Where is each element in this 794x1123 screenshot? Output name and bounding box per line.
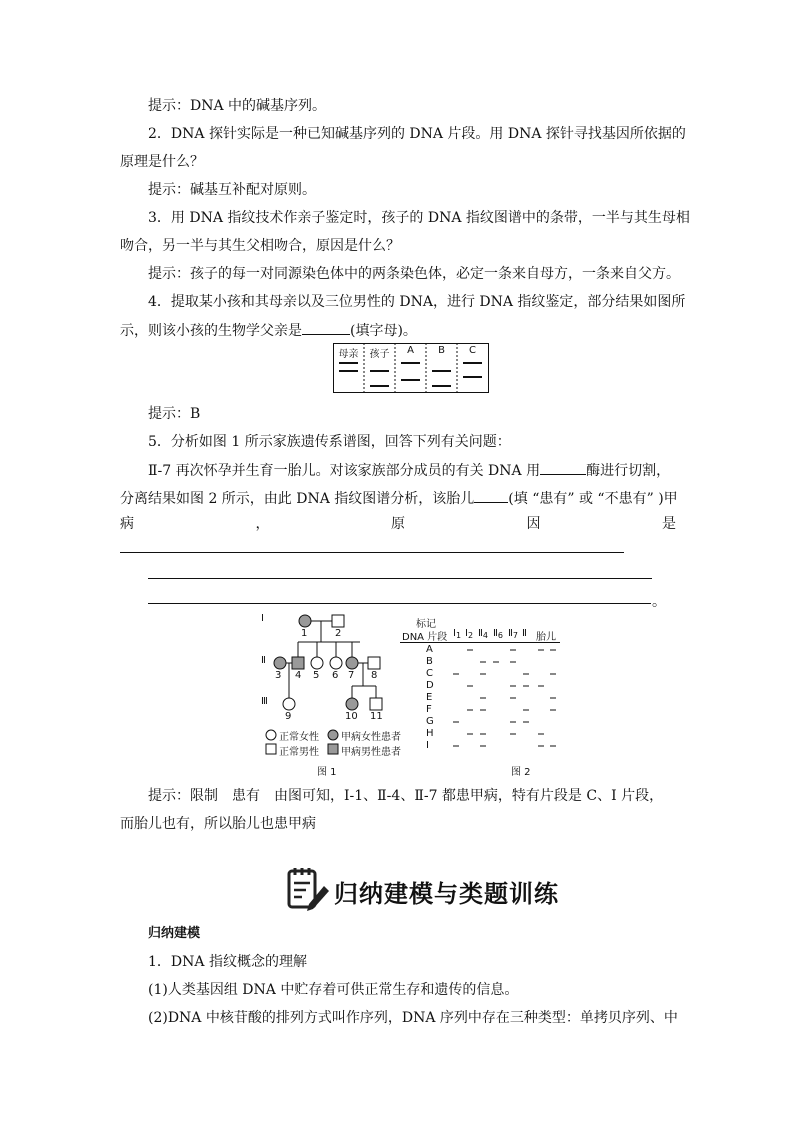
question-4-suffix: (填字母)。 bbox=[350, 323, 417, 339]
fig2-bands bbox=[398, 613, 563, 778]
gen-2-label: Ⅱ bbox=[261, 655, 266, 666]
question-5-text-d: (填 “患有” 或 “不患有” )甲 bbox=[508, 491, 678, 507]
legend-affected-male: 甲病男性患者 bbox=[341, 747, 401, 758]
person-id: 5 bbox=[313, 670, 320, 681]
figure-1-caption: 图 1 bbox=[317, 767, 337, 778]
fig2-row-labels: A B C D E F G H I bbox=[426, 644, 434, 751]
fig2-header: DNA 片段 bbox=[402, 632, 448, 643]
fig2-col-fetus: 胎儿 bbox=[536, 632, 556, 643]
person-id: 2 bbox=[335, 628, 342, 639]
hint-2: 提示：碱基互补配对原则。 bbox=[148, 182, 316, 198]
pedigree-figure bbox=[255, 608, 415, 778]
fig2-col: $Ⅱ_4$ bbox=[478, 628, 489, 640]
subsection-label: 归纳建模 bbox=[148, 926, 201, 941]
hint-5-line-1: 提示：限制 患有 由图可知，Ⅰ-1、Ⅱ-4、Ⅱ-7 都患甲病，特有片段是 C、I 片段， bbox=[148, 788, 664, 804]
dna-fingerprint-figure bbox=[398, 613, 563, 778]
justified-char: 因 bbox=[526, 516, 541, 532]
fig2-col: $Ⅰ_1$ bbox=[453, 628, 462, 640]
justified-char: 原 bbox=[391, 516, 405, 532]
question-5-line-3 bbox=[120, 488, 678, 509]
question-2-line-2: 原理是什么？ bbox=[120, 154, 204, 170]
answer-line-1[interactable] bbox=[120, 552, 624, 553]
fig2-col: Ⅱ bbox=[522, 628, 527, 639]
hint-1: 提示：DNA 中的碱基序列。 bbox=[148, 98, 327, 114]
person-id: 9 bbox=[285, 711, 292, 722]
notepad-pen-icon bbox=[286, 866, 330, 914]
fig2-col: $Ⅰ_2$ bbox=[465, 628, 474, 640]
question-4-text: 示，则该小孩的生物学父亲是 bbox=[120, 323, 302, 339]
period: 。 bbox=[652, 594, 666, 610]
gel-label-a: A bbox=[407, 345, 414, 356]
gen-1-label: Ⅰ bbox=[261, 613, 264, 624]
legend-normal-female: 正常女性 bbox=[279, 732, 319, 743]
gen-3-label: Ⅲ bbox=[261, 696, 268, 707]
answer-line-3[interactable] bbox=[148, 603, 651, 604]
question-5-line-1: 5．分析如图 1 所示家族遗传系谱图，回答下列有关问题： bbox=[148, 434, 511, 450]
person-id: 1 bbox=[301, 628, 308, 639]
fig2-title: 标记 bbox=[416, 619, 436, 630]
person-id: 10 bbox=[345, 711, 358, 722]
person-id: 3 bbox=[275, 670, 282, 681]
figure-2-caption: 图 2 bbox=[511, 767, 531, 778]
gel-label-mother: 母亲 bbox=[338, 349, 359, 360]
gel-figure bbox=[333, 343, 489, 393]
justified-char: ， bbox=[255, 516, 270, 532]
gel-label-b: B bbox=[438, 345, 445, 356]
enzyme-blank[interactable] bbox=[540, 460, 586, 475]
fig2-col: $Ⅱ_7$ bbox=[508, 628, 519, 640]
question-3-line-2: 吻合，另一半与其生父相吻合，原因是什么？ bbox=[120, 238, 400, 254]
question-4-line-2 bbox=[120, 320, 417, 341]
person-id: 8 bbox=[371, 670, 378, 681]
gel-label-child: 孩子 bbox=[369, 349, 390, 360]
concept-1: (1)人类基因组 DNA 中贮存着可供正常生存和遗传的信息。 bbox=[148, 982, 519, 998]
fig2-col: $Ⅱ_6$ bbox=[493, 628, 504, 640]
justified-char: 病 bbox=[120, 516, 134, 532]
question-2-line-1: 2．DNA 探针实际是一种已知碱基序列的 DNA 片段。用 DNA 探针寻找基因所依据的 bbox=[148, 126, 686, 142]
question-5-text-a: Ⅱ-7 再次怀孕并生育一胎儿。对该家族部分成员的有关 DNA 用 bbox=[148, 463, 541, 479]
question-5-text-b: 酶进行切割， bbox=[586, 463, 671, 479]
question-4-line-1: 4．提取某小孩和其母亲以及三位男性的 DNA，进行 DNA 指纹鉴定，部分结果如图所 bbox=[148, 294, 686, 310]
fetus-blank[interactable] bbox=[474, 488, 508, 503]
answer-line-2[interactable] bbox=[148, 578, 652, 579]
justified-char: 是 bbox=[662, 516, 676, 532]
question-3-line-1: 3．用 DNA 指纹技术作亲子鉴定时，孩子的 DNA 指纹图谱中的条带，一半与其生母相 bbox=[148, 210, 690, 226]
person-id: 11 bbox=[370, 711, 383, 722]
gel-label-c: C bbox=[469, 345, 476, 356]
legend-normal-male: 正常男性 bbox=[279, 747, 319, 758]
question-5-line-2 bbox=[148, 460, 670, 481]
gel-bands bbox=[339, 363, 482, 386]
hint-5-line-2: 而胎儿也有，所以胎儿也患甲病 bbox=[120, 816, 316, 832]
concept-2: (2)DNA 中核苷酸的排列方式叫作序列，DNA 序列中存在三种类型：单拷贝序列、中 bbox=[148, 1010, 678, 1026]
hint-3: 提示：孩子的每一对同源染色体中的两条染色体，必定一条来自母方，一条来自父方。 bbox=[148, 266, 680, 282]
question-5-line-4 bbox=[120, 514, 676, 534]
hint-4: 提示：B bbox=[148, 406, 201, 422]
person-id: 7 bbox=[348, 670, 355, 681]
section-title: 归纳建模与类题训练 bbox=[334, 880, 559, 908]
question-5-text-c: 分离结果如图 2 所示，由此 DNA 指纹图谱分析，该胎儿 bbox=[120, 491, 475, 507]
answer-blank[interactable] bbox=[302, 320, 350, 335]
person-id: 4 bbox=[295, 670, 302, 681]
legend-affected-female: 甲病女性患者 bbox=[341, 732, 401, 743]
person-id: 6 bbox=[332, 670, 339, 681]
concept-heading: 1．DNA 指纹概念的理解 bbox=[148, 954, 307, 970]
